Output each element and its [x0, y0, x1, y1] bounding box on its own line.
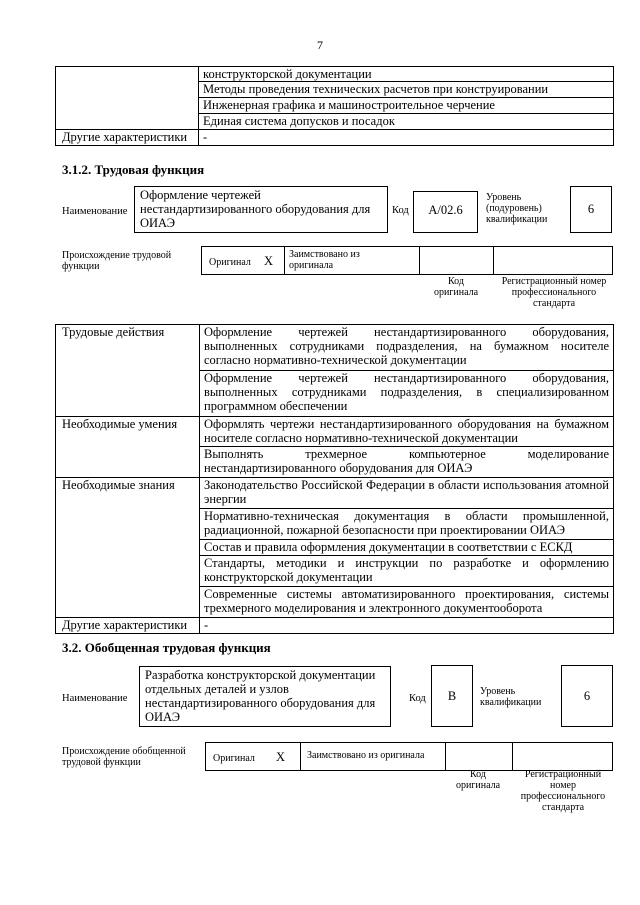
code-original-caption: Код оригинала	[455, 769, 501, 791]
borrowed-label: Заимствовано из оригинала	[307, 750, 425, 761]
labor-function-table	[55, 324, 614, 634]
level-label: Уровень (подуровень) квалификации	[486, 192, 548, 225]
borrowed-label: Заимствовано из оригинала	[289, 249, 360, 271]
labor-action-item: Оформление чертежей нестандартизированного оборудования, выполненных сотрудниками подразделения, в специализированном программном обеспечении	[200, 371, 614, 417]
knowledge-item: Состав и правила оформления документации в соответствии с ЕСКД	[200, 540, 614, 556]
function-name-field: Оформление чертежей нестандартизированного оборудования для ОИАЭ	[134, 186, 388, 233]
skills-label: Необходимые умения	[56, 417, 200, 478]
top-table-row: Единая система допусков и посадок	[199, 114, 614, 130]
level-field: 6	[561, 665, 613, 727]
knowledge-item: Современные системы автоматизированного проектирования, системы трехмерного моделирования и электронного документооборота	[200, 587, 614, 618]
original-cell	[205, 742, 301, 771]
top-table-empty-label	[56, 67, 199, 130]
code-original-cell	[419, 246, 494, 275]
code-label: Код	[409, 693, 426, 704]
other-characteristics-label: Другие характеристики	[56, 130, 199, 146]
code-label: Код	[392, 205, 409, 216]
generalized-function-name-field: Разработка конструкторской документации отдельных деталей и узлов нестандартизированного оборудования для ОИАЭ	[139, 666, 391, 727]
level-field: 6	[570, 186, 612, 233]
labor-action-item: Оформление чертежей нестандартизированного оборудования, выполненных сотрудниками подразделения, на бумажном носителе согласно нормативно-технической документации	[200, 325, 614, 371]
borrowed-cell	[300, 742, 446, 771]
skill-item: Оформлять чертежи нестандартизированного оборудования на бумажном носителе согласно нормативно-технической документации	[200, 417, 614, 447]
original-label: Оригинал	[209, 257, 251, 268]
original-mark: Х	[276, 750, 286, 764]
other-characteristics-value: -	[200, 618, 614, 634]
level-label: Уровень квалификации	[480, 686, 542, 708]
reg-number-cell	[512, 742, 613, 771]
code-original-caption: Код оригинала	[433, 276, 479, 298]
labor-actions-label: Трудовые действия	[56, 325, 200, 417]
code-original-cell	[445, 742, 513, 771]
origin-label: Происхождение обобщенной трудовой функции	[62, 746, 186, 768]
reg-number-cell	[493, 246, 613, 275]
name-label: Наименование	[62, 206, 128, 217]
other-characteristics-value: -	[199, 130, 614, 146]
reg-number-caption: Регистрационный номер профессионального стандарта	[501, 276, 607, 309]
top-table-row: конструкторской документации	[199, 67, 614, 82]
code-field: А/02.6	[413, 191, 478, 233]
top-table-row: Методы проведения технических расчетов при конструировании	[199, 82, 614, 98]
section-heading-312: 3.1.2. Трудовая функция	[62, 162, 205, 177]
top-knowledge-table	[55, 66, 614, 146]
origin-label: Происхождение трудовой функции	[62, 250, 172, 272]
skill-item: Выполнять трехмерное компьютерное моделирование нестандартизированного оборудования для ОИАЭ	[200, 447, 614, 478]
knowledge-item: Стандарты, методики и инструкции по разработке и оформлению конструкторской документации	[200, 556, 614, 587]
knowledge-item: Законодательство Российской Федерации в области использования атомной энергии	[200, 478, 614, 509]
original-mark: Х	[264, 254, 274, 268]
code-field: B	[431, 665, 473, 727]
reg-number-caption: Регистрационный номер профессионального стандарта	[520, 769, 606, 813]
section-heading-32: 3.2. Обобщенная трудовая функция	[62, 640, 271, 655]
original-label: Оригинал	[213, 753, 255, 764]
name-label: Наименование	[62, 693, 128, 704]
page-number: 7	[317, 38, 323, 52]
borrowed-cell	[284, 246, 420, 275]
knowledge-label: Необходимые знания	[56, 478, 200, 618]
top-table-row: Инженерная графика и машиностроительное черчение	[199, 98, 614, 114]
other-characteristics-label: Другие характеристики	[56, 618, 200, 634]
original-cell	[201, 246, 285, 275]
knowledge-item: Нормативно-техническая документация в области промышленной, радиационной, пожарной безопасности при проектировании ОИАЭ	[200, 509, 614, 540]
